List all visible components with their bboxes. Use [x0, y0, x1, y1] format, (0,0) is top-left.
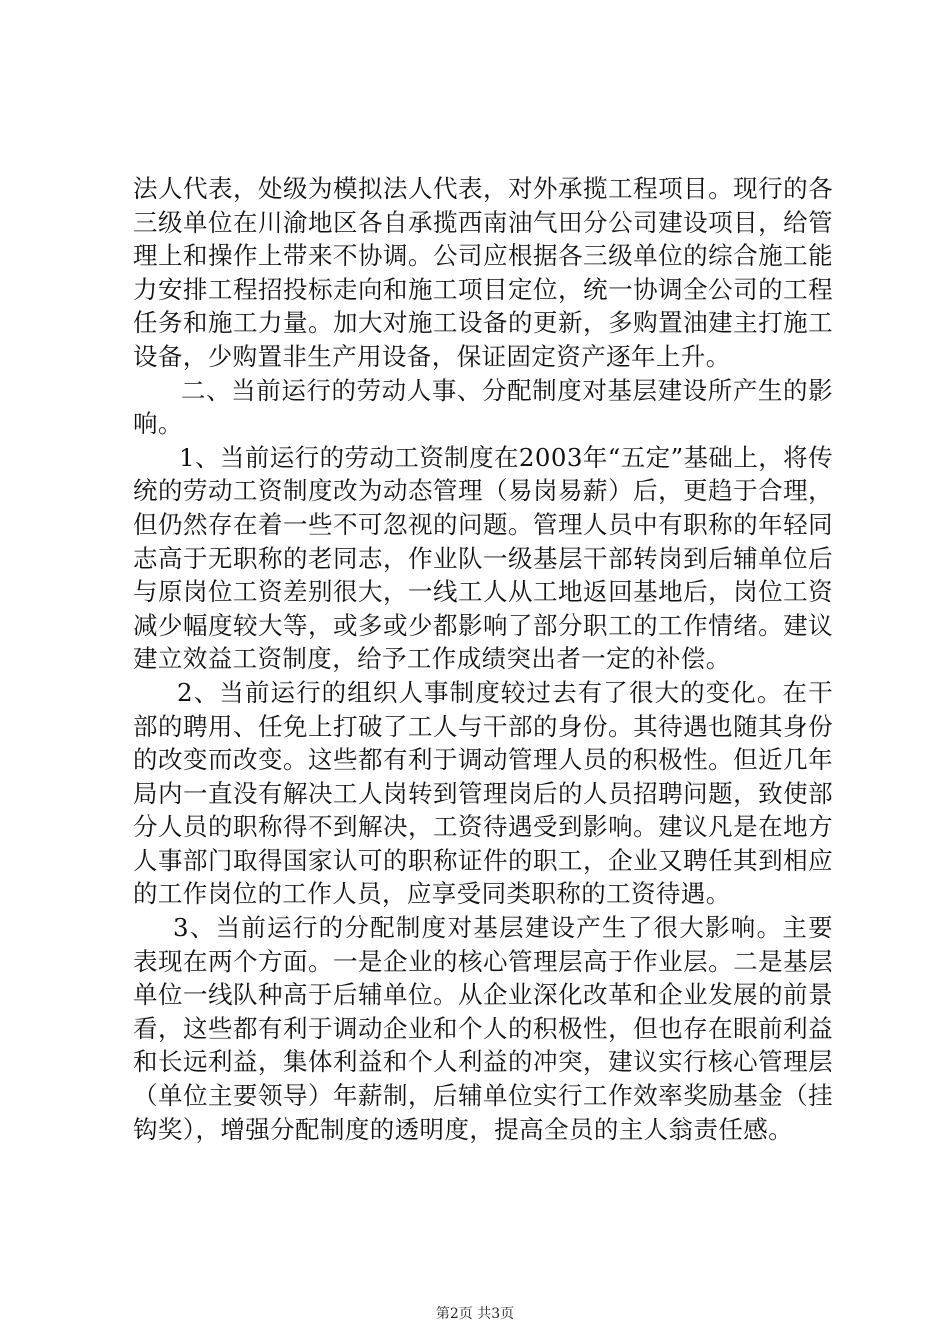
paragraph-item-1: 1、当前运行的劳动工资制度在2003年“五定”基础上，将传统的劳动工资制度改为动态管理（易岗易薪）后，更趋于合理，但仍然存在着一些不可忽视的问题。管理人员中有职称的年轻同志高于无职称的老同志，作业队一级基层干部转岗到后辅单位后与原岗位工资差别很大，一线工人从工地返回基地后，岗位工资减少幅度较大等，或多或少都影响了部分职工的工作情绪。建议建立效益工资制度，给予工作成绩突出者一定的补偿。	[133, 442, 833, 674]
page-footer: 第2页 共3页	[435, 1306, 515, 1322]
continuation-paragraph: 法人代表，处级为模拟法人代表，对外承揽工程项目。现行的各三级单位在川渝地区各自承揽西南油气田分公司建设项目，给管理上和操作上带来不协调。公司应根据各三级单位的综合施工能力安排工程招投标走向和施工项目定位，统一协调全公司的工程任务和施工力量。加大对施工设备的更新，多购置油建主打施工设备，少购置非生产用设备，保证固定资产逐年上升。	[133, 174, 833, 371]
paragraph-item-2: 2、当前运行的组织人事制度较过去有了很大的变化。在干部的聘用、任免上打破了工人与干部的身份。其待遇也随其身份的改变而改变。这些都有利于调动管理人员的积极性。但近几年局内一直没有解决工人岗转到管理岗后的人员招聘问题，致使部分人员的职称得不到解决，工资待遇受到影响。建议凡是在地方人事部门取得国家认可的职称证件的职工，企业又聘任其到相应的工作岗位的工作人员，应享受同类职称的工资待遇。	[133, 677, 833, 909]
paragraph-item-3: 3、当前运行的分配制度对基层建设产生了很大影响。主要表现在两个方面。一是企业的核心管理层高于作业层。二是基层单位一线队种高于后辅单位。从企业深化改革和企业发展的前景看，这些都有利于调动企业和个人的积极性，但也存在眼前利益和长远利益，集体利益和个人利益的冲突，建议实行核心管理层（单位主要领导）年薪制，后辅单位实行工作效率奖励基金（挂钩奖），增强分配制度的透明度，提高全员的主人翁责任感。	[133, 913, 833, 1144]
section-heading: 二、当前运行的劳动人事、分配制度对基层建设所产生的影响。	[133, 375, 833, 439]
document-body	[133, 172, 833, 1146]
